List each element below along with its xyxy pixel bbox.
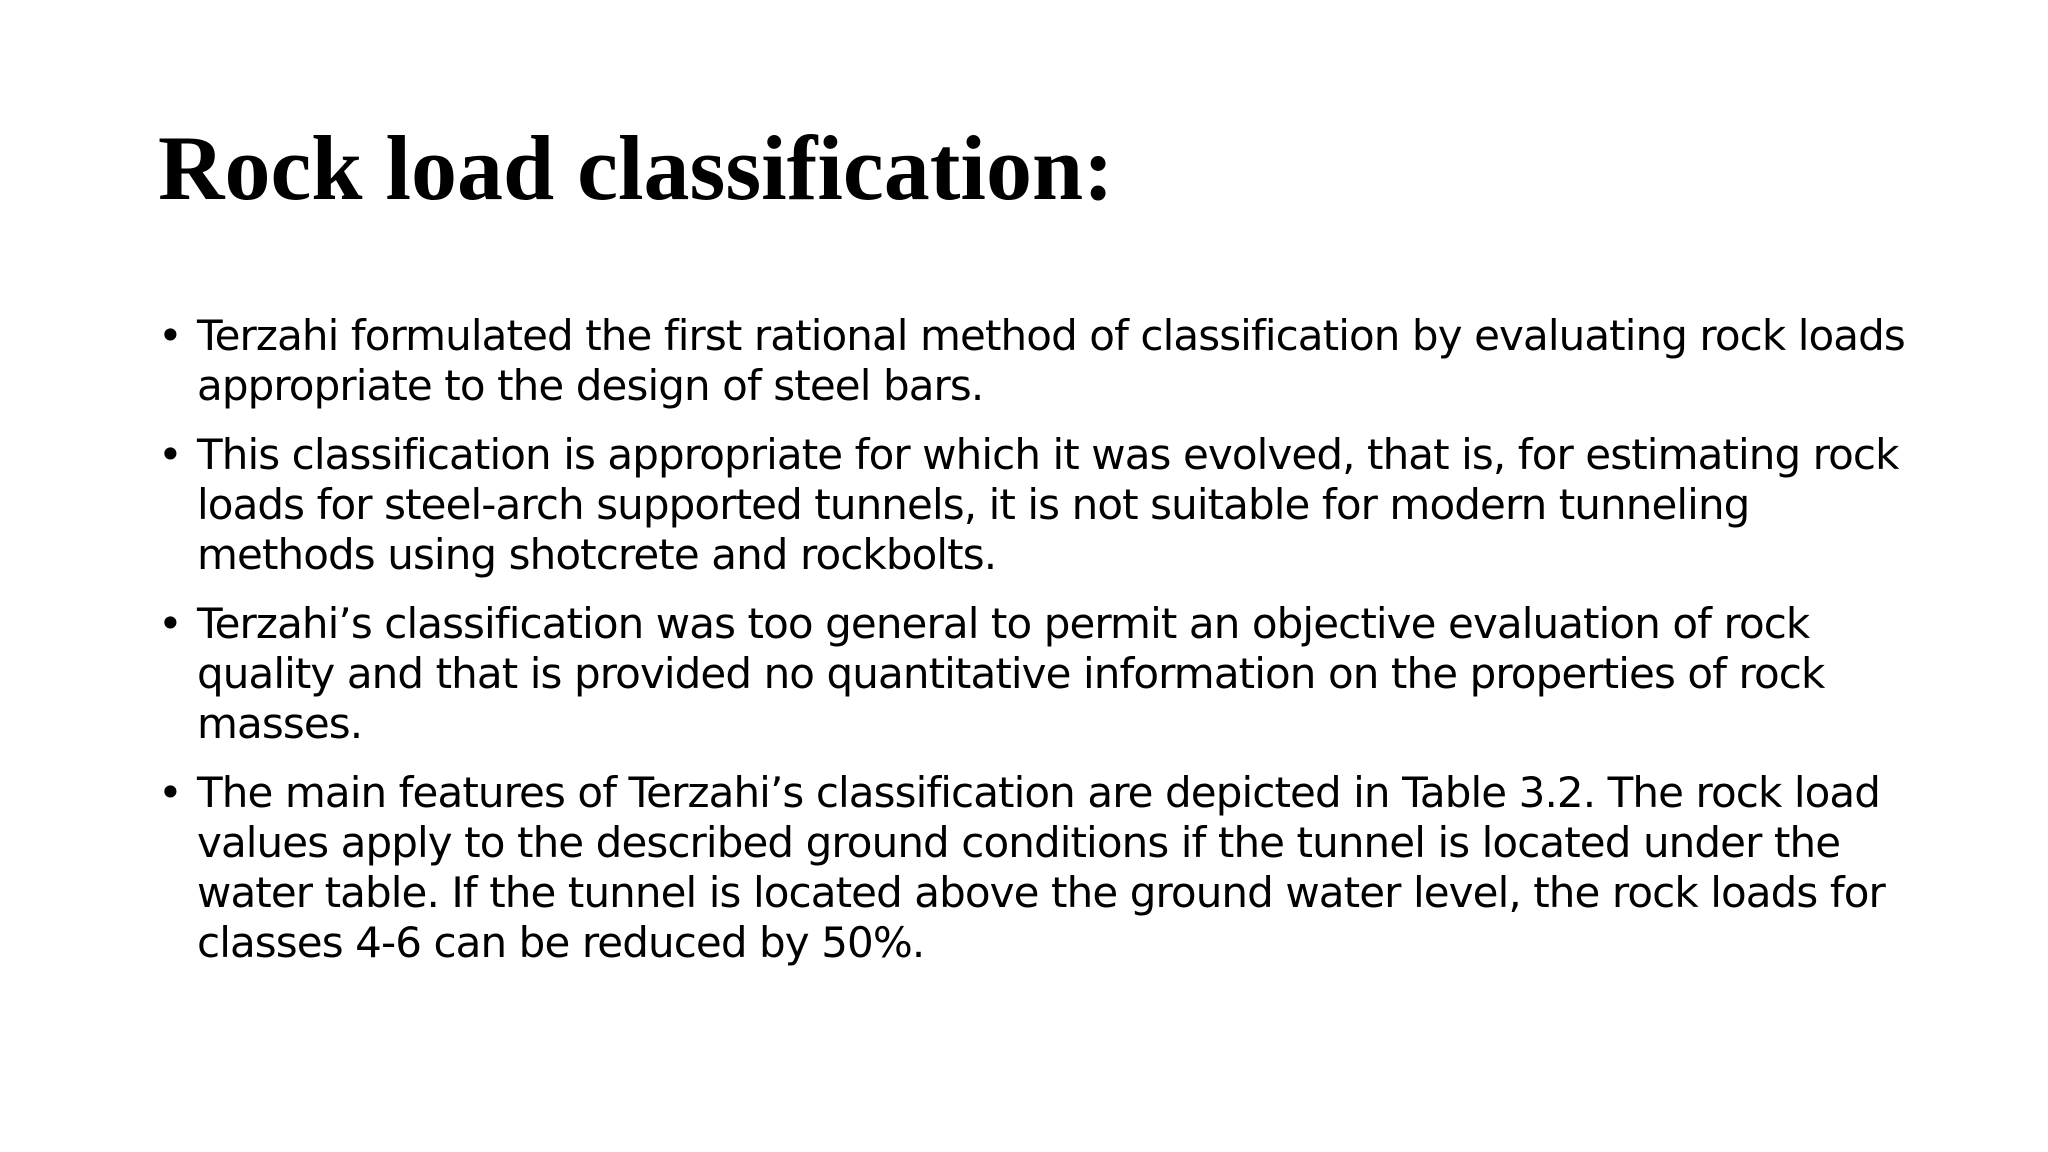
- bullet-icon: •: [158, 311, 182, 360]
- bullet-icon: •: [158, 599, 182, 648]
- bullet-text: The main features of Terzahi’s classification are depicted in Table 3.2. The rock load values apply to the described ground conditions if the tunnel is located under the water table. If the tunnel is located above the ground water level, the rock loads for classes 4-6 can be reduced by 50%.: [197, 768, 1885, 967]
- bullet-item: [158, 768, 1918, 968]
- bullet-text: Terzahi’s classification was too general to permit an objective evaluation of rock quality and that is provided no quantitative information on the properties of rock masses.: [197, 599, 1825, 748]
- slide-title: Rock load classification:: [158, 117, 1114, 219]
- bullet-item: [158, 599, 1918, 749]
- bullet-item: [158, 430, 1918, 580]
- bullet-icon: •: [158, 430, 182, 479]
- bullet-text: This classification is appropriate for which it was evolved, that is, for estimating rock loads for steel-arch supported tunnels, it is not suitable for modern tunneling methods using shotcrete and rockbolts.: [197, 430, 1899, 579]
- bullet-item: [158, 311, 1918, 411]
- bullet-text: Terzahi formulated the first rational method of classification by evaluating rock loads appropriate to the design of steel bars.: [197, 311, 1905, 410]
- bullet-icon: •: [158, 768, 182, 817]
- bullet-list: [158, 311, 1918, 987]
